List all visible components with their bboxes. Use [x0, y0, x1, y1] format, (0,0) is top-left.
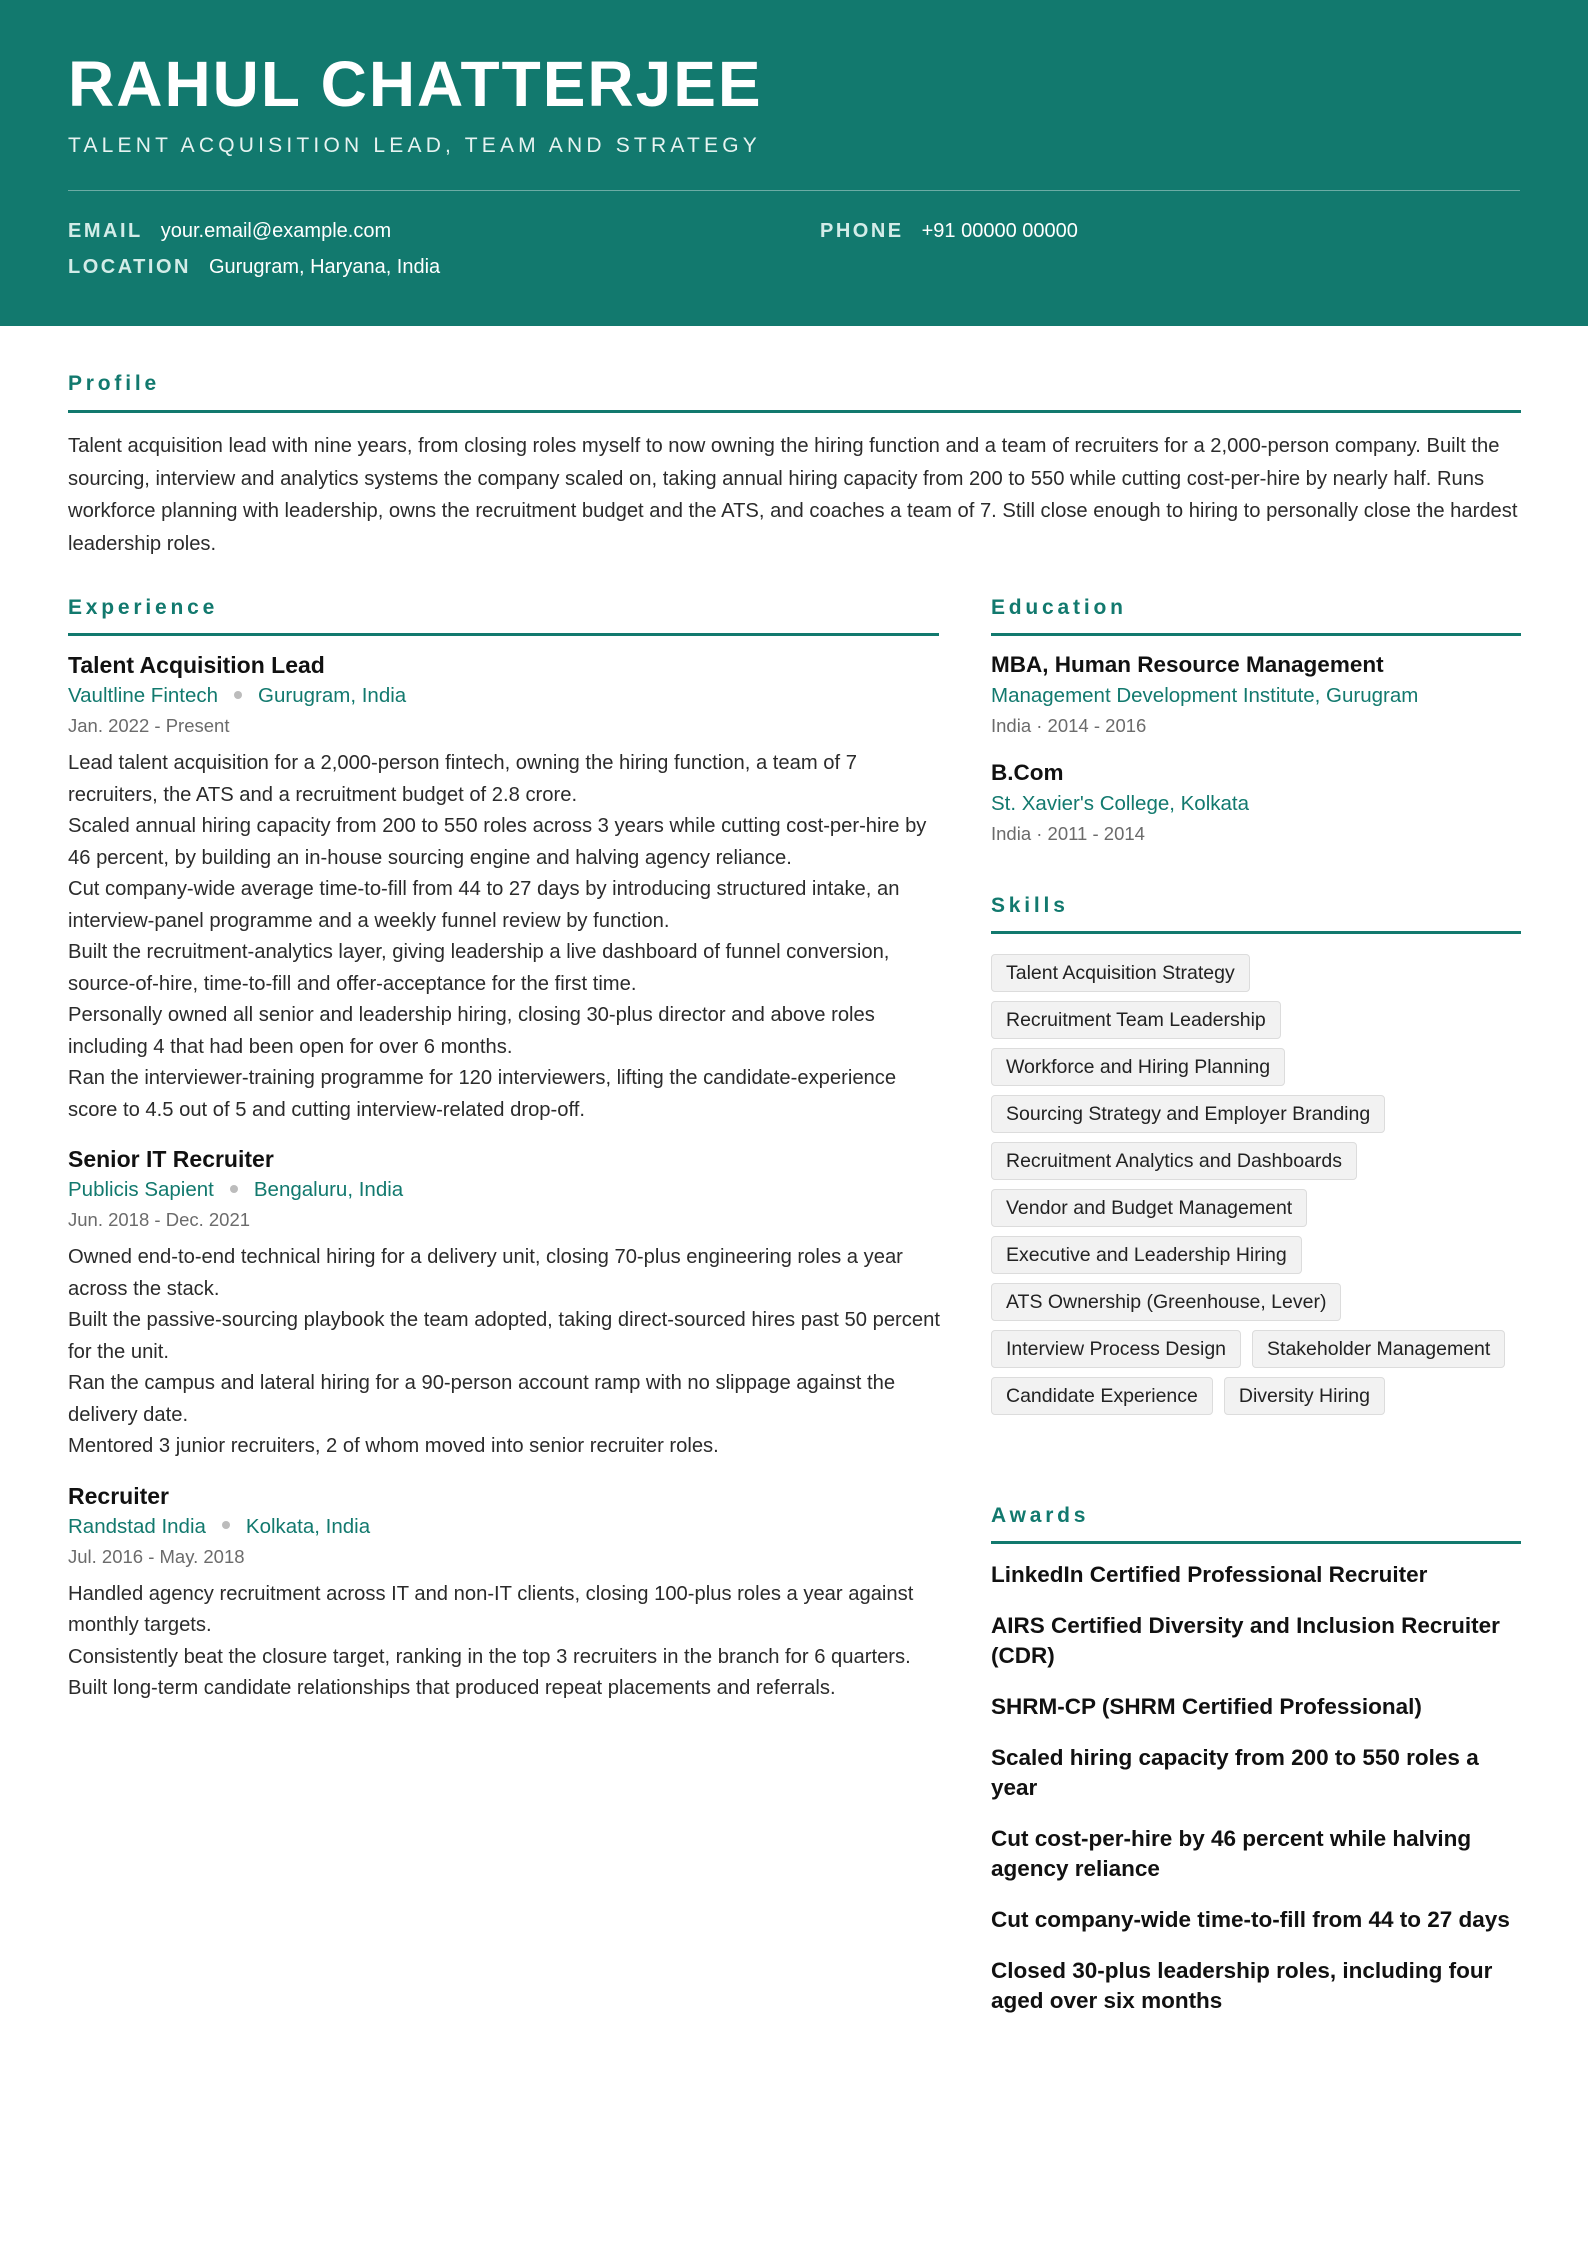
skill-chip: Stakeholder Management	[1252, 1330, 1505, 1368]
separator-dot-icon	[234, 691, 242, 699]
right-column	[991, 650, 1521, 866]
award-item: SHRM-CP (SHRM Certified Professional)	[991, 1694, 1422, 1719]
skill-chip: Diversity Hiring	[1224, 1377, 1385, 1415]
contact-phone-value[interactable]: +91 00000 00000	[921, 220, 1078, 242]
skills-divider	[991, 931, 1521, 934]
education-school: St. Xavier's College, Kolkata	[991, 792, 1250, 815]
job-entry	[68, 650, 943, 1126]
skill-chip: Vendor and Budget Management	[991, 1189, 1307, 1227]
job-bullet: Ran the campus and lateral hiring for a 90-person account ramp with no slippage against the delivery date.	[68, 1372, 896, 1426]
profile-summary: Talent acquisition lead with nine years, from closing roles myself to now owning the hiring function and a team of recruiters for a 2,000-person company. Built the sourcing, interview and analytics systems the company scaled on, taking annual hiring capacity from 200 to 550 while cutting cost-per-hire by nearly half. Runs workforce planning with leadership, owns the recruitment budget and the ATS, and coaches a team of 7. Still close enough to hiring to personally close the hardest leadership roles.	[68, 435, 1518, 555]
contact-phone	[820, 218, 1078, 244]
job-entry	[68, 1481, 943, 1705]
job-company: Vaultline Fintech	[68, 684, 219, 707]
experience-heading: Experience	[68, 596, 219, 619]
contact-email-label: EMAIL	[68, 220, 143, 242]
job-location: Gurugram, India	[258, 684, 407, 707]
skills-heading: Skills	[991, 894, 1069, 917]
education-school: Management Development Institute, Gurugram	[991, 684, 1419, 707]
skill-chip: Sourcing Strategy and Employer Branding	[991, 1095, 1385, 1133]
job-bullet: Scaled annual hiring capacity from 200 to 550 roles across 3 years while cutting cost-per-hire by 46 percent, by building an in-house sourcing engine and halving agency reliance.	[68, 815, 927, 869]
education-meta: India · 2014 - 2016	[991, 715, 1147, 736]
resume-header	[0, 0, 1588, 326]
candidate-tagline: TALENT ACQUISITION LEAD, TEAM AND STRATEGY	[68, 134, 761, 157]
award-item: AIRS Certified Diversity and Inclusion Recruiter (CDR)	[991, 1613, 1500, 1668]
job-bullet: Lead talent acquisition for a 2,000-person fintech, owning the hiring function, a team of 7 recruiters, the ATS and a recruitment budget of 2.8 crore.	[68, 752, 857, 806]
job-company: Publicis Sapient	[68, 1178, 214, 1201]
skill-chip: Candidate Experience	[991, 1377, 1213, 1415]
job-bullet: Built the passive-sourcing playbook the team adopted, taking direct-sourced hires past 50 percent for the unit.	[68, 1309, 940, 1363]
award-item: Cut company-wide time-to-fill from 44 to 27 days	[991, 1907, 1510, 1932]
job-entry	[68, 1144, 943, 1463]
education-list	[991, 650, 1521, 848]
contact-location-label: LOCATION	[68, 256, 191, 278]
separator-dot-icon	[230, 1185, 238, 1193]
education-entry	[991, 758, 1521, 848]
education-degree: MBA, Human Resource Management	[991, 652, 1384, 677]
job-bullet: Built long-term candidate relationships that produced repeat placements and referrals.	[68, 1677, 836, 1699]
job-dates: Jan. 2022 - Present	[68, 715, 230, 736]
job-dates: Jun. 2018 - Dec. 2021	[68, 1209, 251, 1230]
job-bullet: Ran the interviewer-training programme for 120 interviewers, lifting the candidate-experience score to 4.5 out of 5 and cutting interview-related drop-off.	[68, 1067, 897, 1121]
job-location: Kolkata, India	[245, 1514, 371, 1538]
award-item: Scaled hiring capacity from 200 to 550 roles a year	[991, 1745, 1479, 1800]
skill-chip: Workforce and Hiring Planning	[991, 1048, 1285, 1086]
skill-chip: Talent Acquisition Strategy	[991, 954, 1250, 992]
contact-location-value: Gurugram, Haryana, India	[208, 256, 441, 278]
job-location: Bengaluru, India	[253, 1178, 404, 1201]
job-bullet: Owned end-to-end technical hiring for a delivery unit, closing 70-plus engineering roles a year across the stack.	[68, 1246, 903, 1300]
header-divider	[68, 190, 1520, 191]
profile-heading: Profile	[68, 372, 160, 395]
job-title: Senior IT Recruiter	[68, 1146, 274, 1172]
contact-phone-label: PHONE	[820, 220, 904, 242]
separator-dot-icon	[222, 1521, 230, 1529]
job-bullet: Built the recruitment-analytics layer, giving leadership a live dashboard of funnel conversion, source-of-hire, time-to-fill and offer-acceptance for the first time.	[68, 941, 890, 995]
education-meta: India · 2011 - 2014	[991, 823, 1145, 844]
job-meta	[68, 680, 943, 712]
skill-chip: Executive and Leadership Hiring	[991, 1236, 1302, 1274]
job-dates: Jul. 2016 - May. 2018	[68, 1545, 245, 1567]
experience-list	[68, 650, 943, 1723]
job-company: Randstad India	[68, 1514, 206, 1538]
award-item: LinkedIn Certified Professional Recruiter	[991, 1562, 1428, 1587]
education-divider	[991, 633, 1521, 636]
skill-chip: ATS Ownership (Greenhouse, Lever)	[991, 1283, 1341, 1321]
award-item: Cut cost-per-hire by 46 percent while halving agency reliance	[991, 1826, 1472, 1881]
awards-divider	[991, 1541, 1521, 1544]
job-meta	[68, 1174, 943, 1206]
candidate-name: RAHUL CHATTERJEE	[68, 48, 763, 120]
contact-location	[68, 254, 440, 280]
skill-list	[991, 954, 1521, 1415]
job-bullet: Handled agency recruitment across IT and non-IT clients, closing 100-plus roles a year against monthly targets.	[68, 1582, 914, 1636]
job-title: Talent Acquisition Lead	[68, 652, 325, 678]
job-title: Recruiter	[68, 1482, 169, 1509]
education-degree: B.Com	[991, 760, 1064, 785]
award-list	[991, 1560, 1521, 2037]
profile-divider	[68, 410, 1521, 413]
award-item: Closed 30-plus leadership roles, including four aged over six months	[991, 1958, 1493, 2013]
education-entry	[991, 650, 1521, 740]
job-bullet: Mentored 3 junior recruiters, 2 of whom moved into senior recruiter roles.	[68, 1435, 719, 1457]
job-bullet: Cut company-wide average time-to-fill from 44 to 27 days by introducing structured intake, an interview-panel programme and a weekly funnel review by function.	[68, 878, 900, 932]
skill-chip: Recruitment Analytics and Dashboards	[991, 1142, 1357, 1180]
job-bullet: Consistently beat the closure target, ranking in the top 3 recruiters in the branch for 6 quarters.	[68, 1645, 911, 1668]
job-meta	[68, 1511, 943, 1543]
skill-chip: Recruitment Team Leadership	[991, 1001, 1281, 1039]
skill-chip: Interview Process Design	[991, 1330, 1241, 1368]
education-heading: Education	[991, 596, 1127, 619]
experience-divider	[68, 633, 939, 636]
contact-email-value[interactable]: your.email@example.com	[160, 220, 392, 242]
job-bullet: Personally owned all senior and leadership hiring, closing 30-plus director and above roles including 4 that had been open for over 6 months.	[68, 1004, 875, 1058]
awards-heading: Awards	[991, 1504, 1090, 1527]
contact-email	[68, 218, 391, 244]
